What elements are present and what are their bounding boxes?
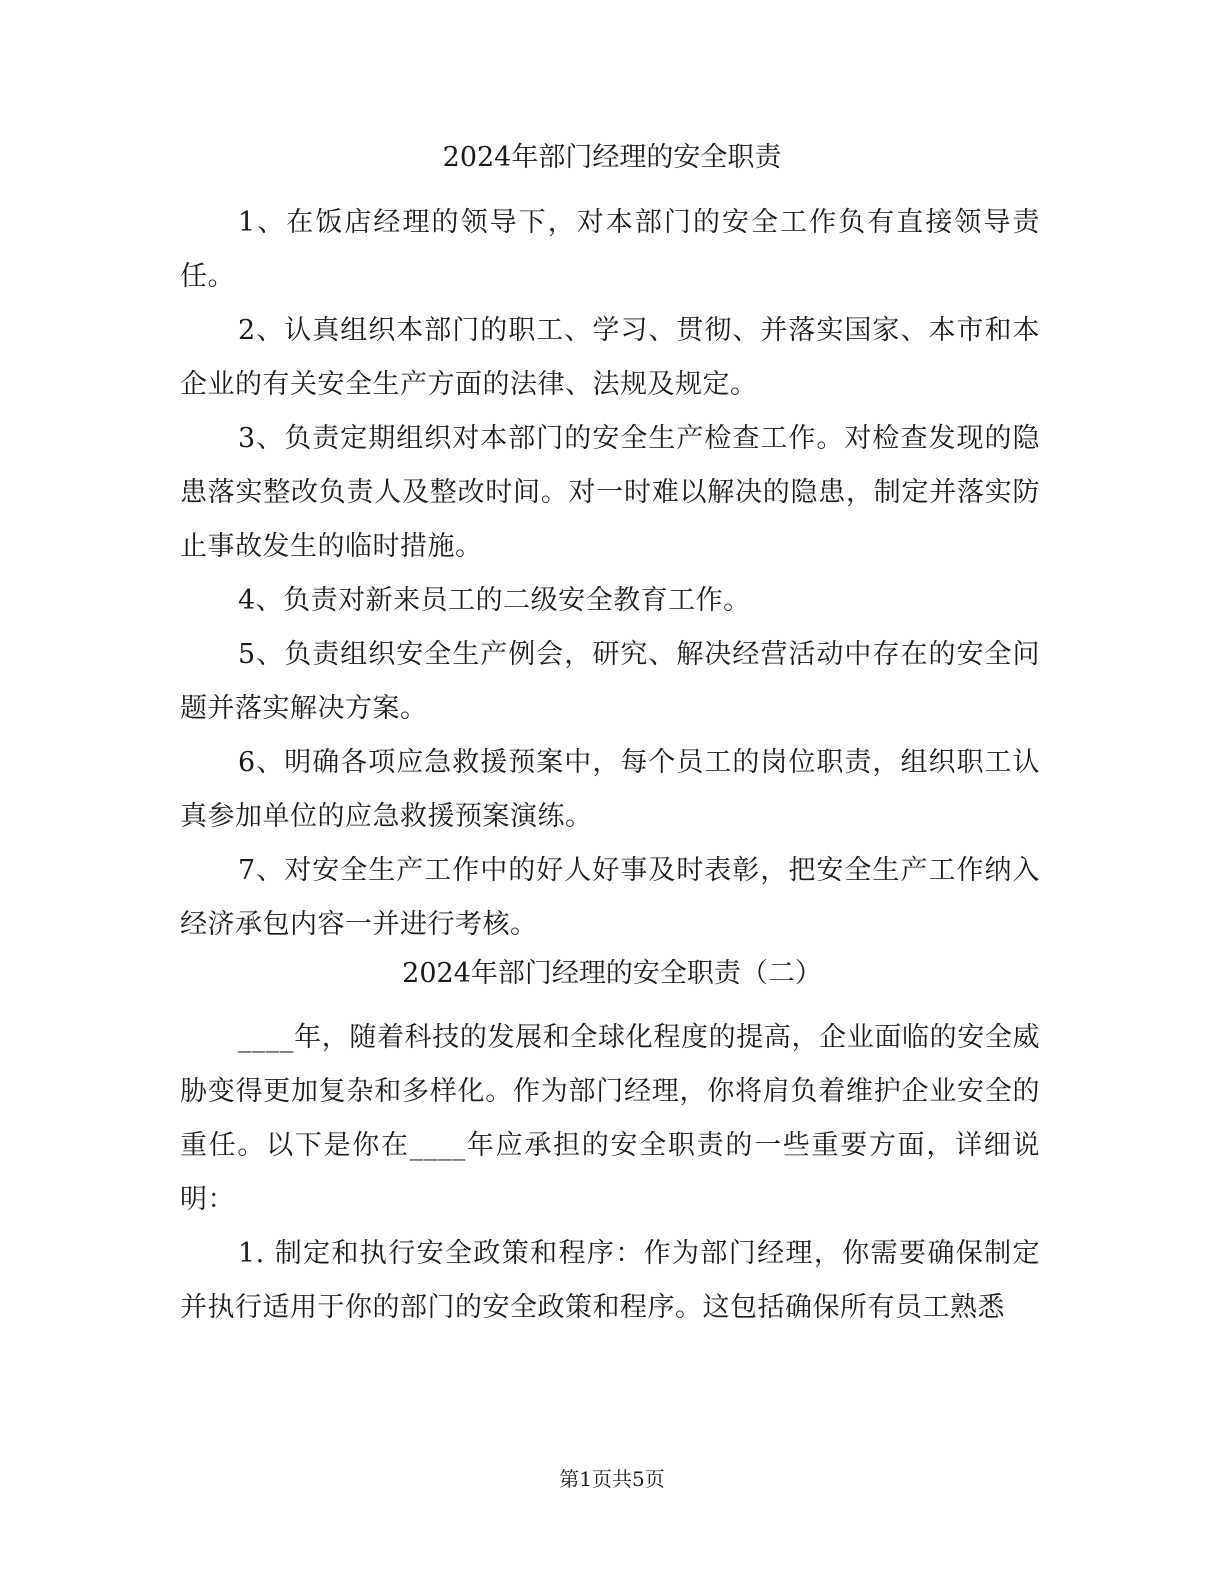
- paragraph-item-4: 4、负责对新来员工的二级安全教育工作。: [238, 585, 751, 616]
- section-two-body: [180, 1011, 1040, 1335]
- duty-paragraph-1: 1. 制定和执行安全政策和程序：作为部门经理，你需要确保制定并执行适用于你的部门的安全政策和程序。这包括确保所有员工熟悉: [180, 1238, 1040, 1323]
- paragraph-item-3: 3、负责定期组织对本部门的安全生产检查工作。对检查发现的隐患落实整改负责人及整改时间。对一时难以解决的隐患，制定并落实防止事故发生的临时措施。: [180, 423, 1040, 562]
- paragraph-item-5: 5、负责组织安全生产例会，研究、解决经营活动中存在的安全问题并落实解决方案。: [180, 639, 1040, 724]
- intro-paragraph: ____年，随着科技的发展和全球化程度的提高，企业面临的安全威胁变得更加复杂和多样化。作为部门经理，你将肩负着维护企业安全的重任。以下是你在____年应承担的安全职责的一些重要方面，详细说明：: [180, 1022, 1040, 1215]
- paragraph-item-2: 2、认真组织本部门的职工、学习、贯彻、并落实国家、本市和本企业的有关安全生产方面的法律、法规及规定。: [180, 315, 1040, 400]
- document-title: 2024年部门经理的安全职责: [442, 142, 782, 173]
- section-one-body: [180, 196, 1040, 952]
- paragraph-item-7: 7、对安全生产工作中的好人好事及时表彰，把安全生产工作纳入经济承包内容一并进行考核。: [180, 855, 1040, 940]
- section-two-title: 2024年部门经理的安全职责（二）: [402, 958, 822, 989]
- paragraph-item-1: 1、在饭店经理的领导下，对本部门的安全工作负有直接领导责任。: [180, 207, 1040, 292]
- page-footer: 第1页共5页: [559, 1467, 665, 1491]
- paragraph-item-6: 6、明确各项应急救援预案中，每个员工的岗位职责，组织职工认真参加单位的应急救援预案演练。: [180, 747, 1040, 832]
